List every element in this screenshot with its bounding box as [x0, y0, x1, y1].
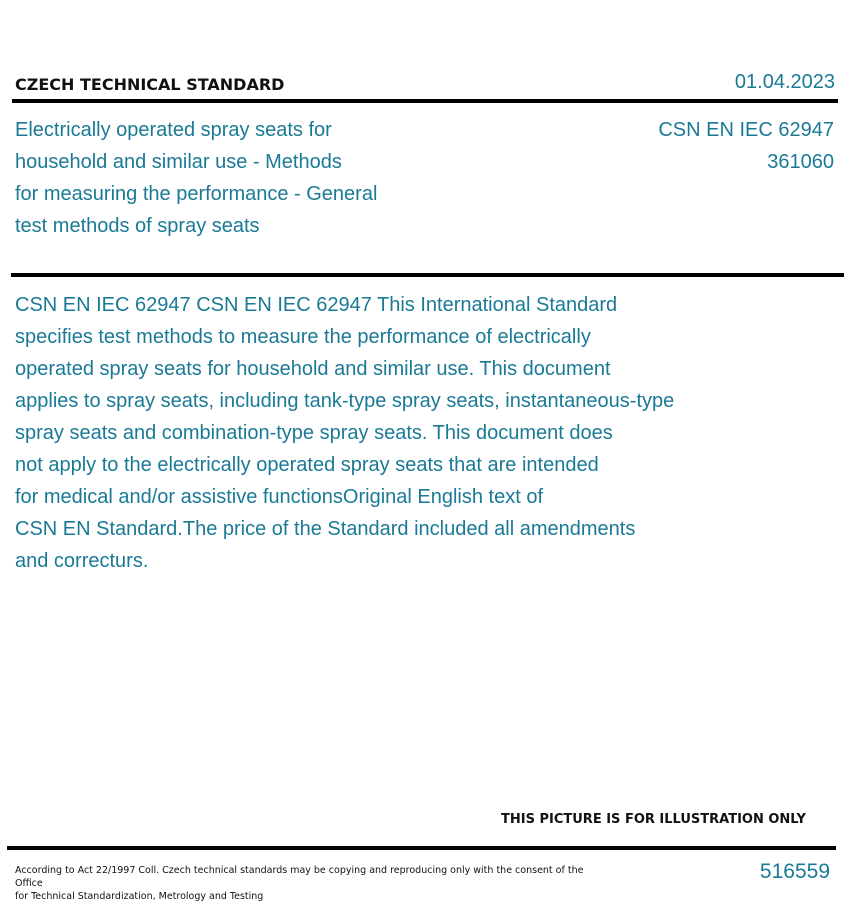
standard-number-block	[658, 114, 834, 178]
standard-title: Electrically operated spray seats for household and similar use - Methods for measuring the performance - General test methods of spray seats	[15, 119, 378, 237]
illustration-notice: THIS PICTURE IS FOR ILLUSTRATION ONLY	[501, 812, 806, 827]
header-divider	[12, 99, 838, 103]
standard-designation: CSN EN IEC 62947	[658, 119, 834, 141]
header-date: 01.04.2023	[734, 71, 835, 93]
footer-divider	[7, 846, 836, 850]
section-divider	[11, 273, 844, 277]
standard-class-code: 361060	[767, 151, 834, 173]
footer-product-code: 516559	[759, 860, 830, 883]
header-label: CZECH TECHNICAL STANDARD	[15, 75, 285, 94]
standard-description: CSN EN IEC 62947 CSN EN IEC 62947 This International Standard specifies test methods to measure the performance of electrically operated spray seats for household and similar use. This document applies to spray seats, including tank-type spray seats, instantaneous-type spray seats and combination-type spray seats. This document does not apply to the electrically operated spray seats that are intended for medical and/or assistive functionsOriginal English text of CSN EN Standard.The price of the Standard included all amendments and correcturs.	[15, 294, 675, 572]
footer-legal-text: According to Act 22/1997 Coll. Czech technical standards may be copying and reproducing only with the consent of the Office for Technical Standardization, Metrology and Testing	[15, 865, 584, 902]
